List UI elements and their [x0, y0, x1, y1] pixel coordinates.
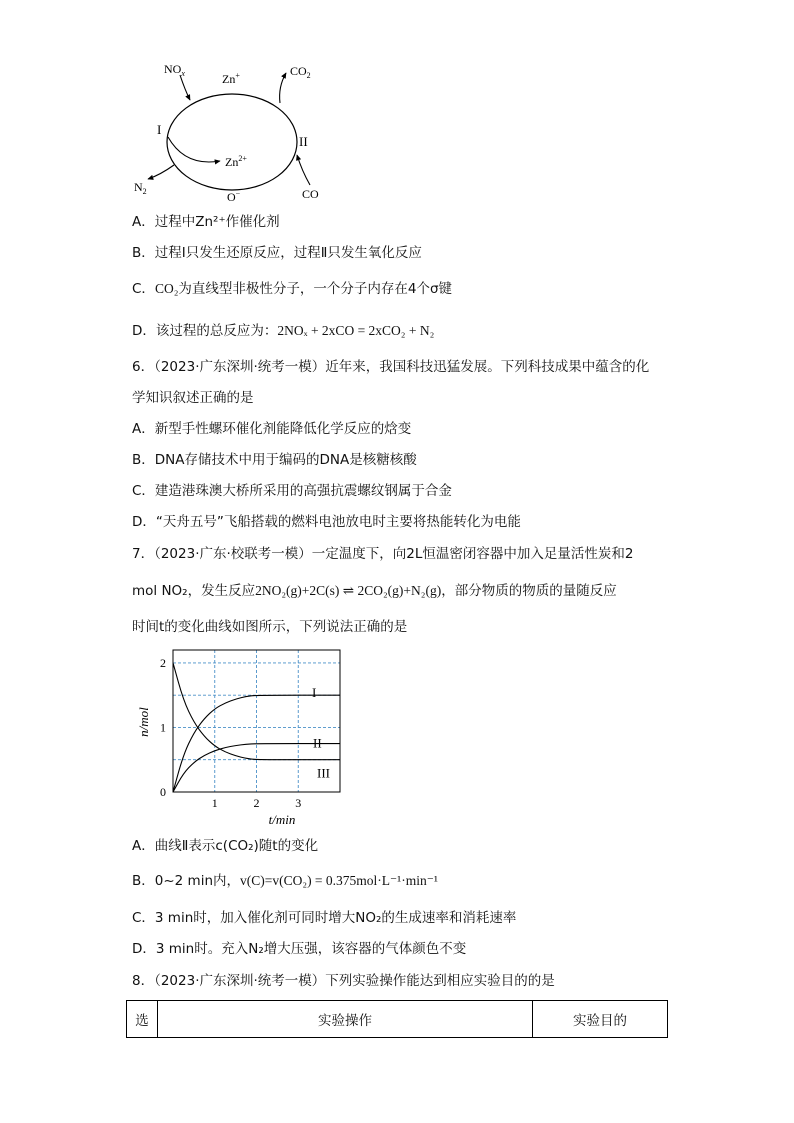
q7-option-b — [132, 872, 438, 890]
nox-label: $NO_x$ — [164, 62, 185, 78]
co2-arrow — [280, 73, 286, 103]
series-label-III: III — [317, 765, 330, 781]
q7-option-a: A．曲线Ⅱ表示c(CO₂)随t的变化 — [132, 838, 319, 854]
q5-option-c-formula: CO₂ — [154, 281, 179, 296]
header-purpose: 实验目的 — [533, 1001, 668, 1038]
q5-option-c-prefix: C． — [132, 281, 155, 297]
q8-options-table — [126, 1000, 668, 1038]
y-axis-label: n/mol — [136, 707, 151, 737]
stage-i-label: I — [157, 122, 162, 137]
nox-arrow — [180, 75, 190, 100]
zn2-plus-label: $Zn^{2+}$ — [225, 154, 247, 169]
q7-stem-line1: 7．（2023·广东·校联考一模）一定温度下，向2L恒温密闭容器中加入足量活性炭和2 — [132, 546, 634, 562]
q7-stem-line2-prefix: mol NO₂，发生反应 — [132, 583, 256, 599]
catalytic-cycle-diagram — [130, 55, 340, 205]
q7-option-c: C．3 min时，加入催化剂可同时增大NO₂的生成速率和消耗速率 — [132, 910, 517, 926]
q6-option-d: D．“天舟五号”飞船搭载的燃料电池放电时主要将热能转化为电能 — [132, 514, 521, 530]
q7-stem-line3: 时间t的变化曲线如图所示，下列说法正确的是 — [132, 619, 408, 635]
q7-reaction-equation: 2NO₂(g)+2C(s) ⇌ 2CO₂(g)+N₂(g) — [255, 583, 442, 598]
zn-plus-label: Zn+ — [222, 71, 240, 86]
q6-stem-line2: 学知识叙述正确的是 — [132, 390, 254, 406]
stage-ii-label: II — [299, 134, 308, 149]
q8-stem: 8．（2023·广东深圳·统考一模）下列实验操作能达到相应实验目的的是 — [132, 973, 555, 989]
co-arrow — [297, 155, 310, 185]
x-axis-label: t/min — [268, 812, 296, 827]
cycle-ellipse — [167, 94, 297, 190]
amount-vs-time-chart — [130, 642, 360, 830]
q7-stem-line2 — [132, 582, 617, 600]
x-tick-label: 1 — [211, 796, 218, 810]
x-tick-label: 2 — [253, 796, 260, 810]
y-tick-label: 0 — [160, 785, 166, 799]
q5-option-a: A．过程中Zn²⁺作催化剂 — [132, 214, 280, 230]
chart-ticks — [160, 656, 301, 810]
q7-option-b-formula: v(C)=v(CO₂) = 0.375mol·L⁻¹·min⁻¹ — [240, 873, 438, 888]
q5-option-d — [132, 322, 434, 340]
q5-option-c — [132, 280, 452, 298]
q5-option-b: B．过程Ⅰ只发生还原反应，过程Ⅱ只发生氧化反应 — [132, 245, 422, 261]
chart-grid — [173, 650, 340, 792]
q5-option-d-formula: 2NOₓ + 2xCO = 2xCO₂ + N₂ — [277, 323, 435, 338]
header-option: 选 — [127, 1001, 158, 1038]
series-label-I: I — [312, 685, 317, 701]
co2-label: $CO_2$ — [290, 64, 311, 80]
q6-option-c: C．建造港珠澳大桥所采用的高强抗震螺纹钢属于合金 — [132, 483, 452, 499]
y-tick-label: 1 — [160, 720, 166, 735]
q7-stem-line2-suffix: ，部分物质的物质的量随反应 — [441, 583, 617, 599]
co-label: CO — [302, 187, 319, 201]
q6-option-b: B．DNA存储技术中用于编码的DNA是核糖核酸 — [132, 452, 417, 468]
x-tick-label: 3 — [295, 796, 302, 810]
series-label-II: II — [313, 735, 322, 751]
n2-label: $N_2$ — [134, 180, 147, 196]
o-minus-label: O− — [227, 189, 241, 204]
q5-option-d-prefix: D．该过程的总反应为： — [132, 323, 278, 339]
y-tick-label: 2 — [160, 655, 166, 670]
header-operation: 实验操作 — [158, 1001, 533, 1038]
n2-arrow — [148, 165, 174, 179]
q5-option-c-text: 为直线型非极性分子，一个分子内存在4个σ键 — [178, 281, 453, 297]
inner-arrow — [168, 137, 220, 162]
q6-option-a: A．新型手性螺环催化剂能降低化学反应的焓变 — [132, 421, 412, 437]
q7-option-b-prefix: B．0~2 min内， — [132, 873, 240, 889]
q6-stem-line1: 6．（2023·广东深圳·统考一模）近年来，我国科技迅猛发展。下列科技成果中蕴含的化 — [132, 359, 650, 375]
table-header-row — [127, 1001, 668, 1038]
q7-option-d: D．3 min时。充入N₂增大压强，该容器的气体颜色不变 — [132, 941, 467, 957]
